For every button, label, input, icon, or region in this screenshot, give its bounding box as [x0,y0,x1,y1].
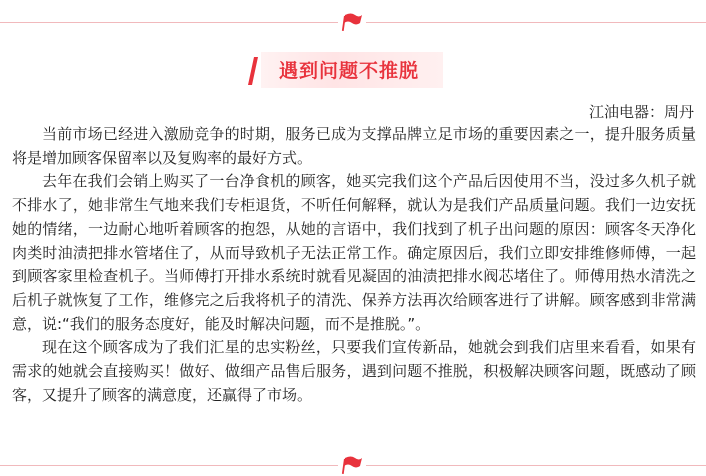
paragraph: 现在这个顾客成为了我们汇星的忠实粉丝，只要我们宣传新品，她就会到我们店里来看看，如果有需求的她就会直接购买！做好、做细产品售后服务，遇到问题不推脱，积极解决顾客问题，既感动了顾客，又提升了顾客的满意度，还赢得了市场。 [12,338,696,404]
divider-line-right [366,465,706,466]
paragraph: 当前市场已经进入激励竞争的时期，服务已成为支撑品牌立足市场的重要因素之一，提升服务质量将是增加顾客保留率以及复购率的最好方式。 [12,125,696,167]
title-banner [241,50,443,90]
divider-line-right [366,22,706,23]
article-body [12,123,696,407]
divider-line-left [0,465,338,466]
bottom-divider [0,456,706,476]
divider-line-left [0,22,338,23]
flag-icon [341,13,363,31]
top-divider [0,13,706,33]
paragraph: 去年在我们会销上购买了一台净食机的顾客，她买完我们这个产品后因使用不当，没过多久机子就不排水了，她非常生气地来我们专柜退货，不听任何解释，就认为是我们产品质量问题。我们一边安抚她的情绪，一边耐心地听着顾客的抱怨，从她的言语中，我们找到了机子出问题的原因：顾客冬天净化肉类时油渍把排水管堵住了，从而导致机子无法正常工作。确定原因后，我们立即安排维修师傅，一起到顾客家里检查机子。当师傅打开排水系统时就看见凝固的油渍把排水阀芯堵住了。师傅用热水清洗之后机子就恢复了工作，维修完之后我将机子的清洗、保养方法再次给顾客进行了讲解。顾客感到非常满意，说:“我们的服务态度好，能及时解决问题，而不是推脱。”。 [12,172,696,333]
flag-icon [341,456,363,474]
article-title: 遇到问题不推脱 [279,60,420,82]
byline: 江油电器：周丹 [588,103,694,121]
slash-mark-icon [248,57,258,85]
